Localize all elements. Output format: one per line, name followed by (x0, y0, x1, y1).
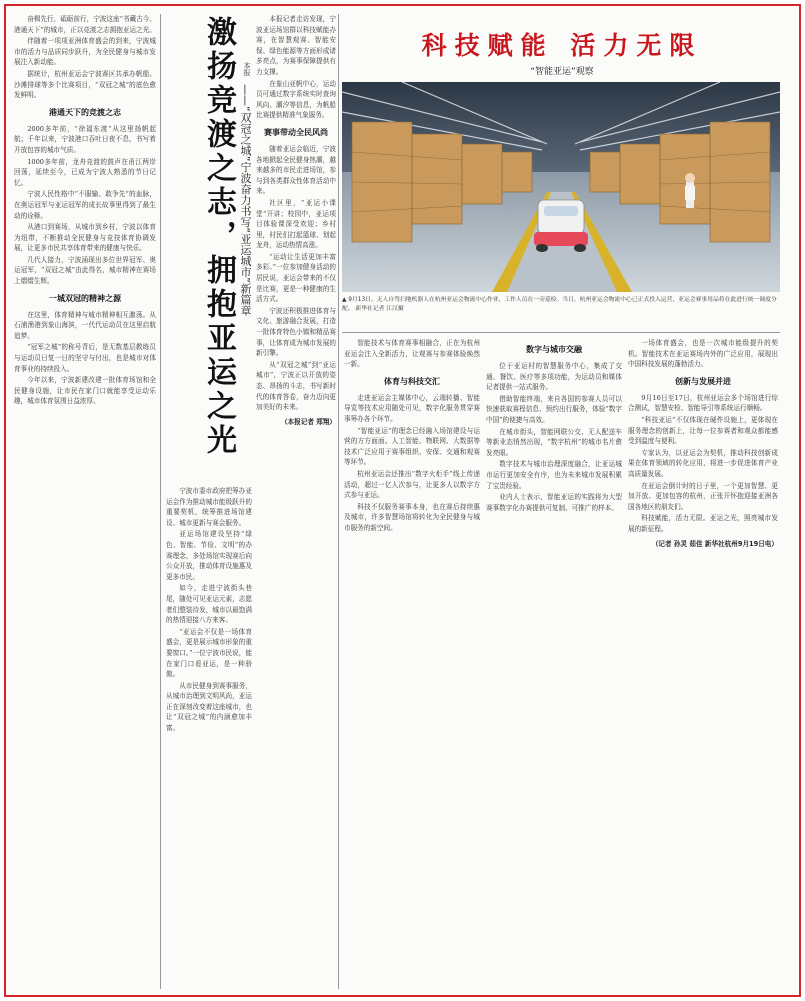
intro-paragraph: 伴随着一项项亚洲体育盛会的到来，宁波城市的活力与品质同步跃升，为全民健身与城市发展注入新动能。 (14, 37, 156, 67)
byline: （记者 孙灵 茹佳 新华社杭州9月19日电） (651, 539, 778, 548)
body-paragraph: “亚运会不仅是一场体育盛会，更是展示城市形象的重要窗口。”一位宁波市民说，能在家门口看亚运，是一种骄傲。 (166, 627, 252, 679)
body-paragraph: 科技不仅服务赛事本身，也在赛后持续惠及城市，许多智慧场馆将转化为全民健身与城市服务的新空间。 (344, 502, 480, 532)
newspaper-page (4, 4, 801, 997)
article-column-7 (628, 338, 778, 985)
body-paragraph: 专家认为，以亚运会为契机，推动科技创新成果在体育领域的转化应用，将进一步促进体育产业高质量发展。 (628, 448, 778, 478)
body-paragraph: 业内人士表示，智能亚运的实践将为大型赛事数字化办赛提供可复制、可推广的样本。 (486, 493, 622, 512)
section-heading: 港通天下的竞渡之志 (49, 107, 121, 117)
body-paragraph: 宁波人民性格中“不服输、敢争先”的血脉，在奥运冠军与亚运冠军的成长故事里得到了最生动的诠释。 (14, 190, 156, 220)
body-paragraph: 从市民健身到赛事服务，从城市治理到文明风尚，亚运正在深刻改变着这座城市，也让“双冠之城”的内涵愈加丰富。 (166, 681, 252, 733)
body-paragraph: 从港口到赛场，从城市到乡村，宁波以体育为纽带，不断推动全民健身与竞技体育协调发展，让更多市民共享体育带来的健康与快乐。 (14, 223, 156, 253)
body-paragraph: 借助智能终端，来自各国的参赛人员可以快速获取赛程信息、预约出行服务，体验“数字中国”的便捷与高效。 (486, 394, 622, 424)
column-divider (160, 14, 161, 989)
body-paragraph: “科技亚运”不仅体现在硬件设施上，更体现在服务理念的创新上，让每一位参赛者和观众都能感受到温度与便利。 (628, 415, 778, 446)
article-column-6 (486, 338, 622, 985)
section-banner-subtitle: “智能亚运”观察 (530, 67, 594, 77)
body-paragraph: 在象山亚帆中心，运动员可通过数字系统实时查询风向、潮汐等信息，为帆船比赛提供精准气象服务。 (256, 79, 336, 120)
section-heading: 赛事带动全民风尚 (264, 127, 328, 137)
warehouse-robot-image (342, 82, 780, 292)
article-column-5 (344, 338, 480, 985)
intro-paragraph: 据统计，杭州亚运会宁波赛区共承办帆船、沙滩排球等多个比赛项目，“双冠之城”的底色愈发鲜明。 (14, 69, 156, 100)
section-heading: 体育与科技交汇 (384, 376, 440, 386)
column-divider (338, 14, 339, 989)
photo-divider (342, 332, 780, 333)
body-paragraph: 社区里，“亚运小课堂”开讲；校园中，亚运项目体验课深受欢迎；乡村里，村民们打起篮球、划起龙舟，运动热情高涨。 (256, 198, 336, 250)
body-paragraph: 本报记者走访发现，宁波亚运场馆群以科技赋能办赛，在智慧观赛、智能安保、绿色能源等方面形成诸多亮点，为赛事保障提供有力支撑。 (256, 15, 336, 76)
body-paragraph: 杭州亚运会还推出“数字火炬手”线上传递活动，超过一亿人次参与，让更多人以数字方式参与亚运。 (344, 469, 480, 500)
body-paragraph: 今年以来，宁波新建改建一批体育场馆和全民健身设施，让市民在家门口就能享受运动乐趣，城市体育氛围日益浓厚。 (14, 376, 156, 406)
body-paragraph: 9月16日至17日，杭州亚运会多个场馆进行综合测试，智慧安检、智能导引等系统运行顺畅。 (628, 393, 778, 413)
body-paragraph: 2000多年前，“徐福东渡”从这里扬帆起航；千年以来，宁波港口吞吐日夜不息，书写着开放包容的城市气质。 (14, 124, 156, 154)
body-paragraph: 宁波还积极推进体育与文化、旅游融合发展，打造一批体育特色小镇和精品赛事，让体育成为城市发展的新引擎。 (256, 306, 336, 358)
section-heading: 数字与城市交融 (526, 345, 582, 354)
section-banner-title: 科技赋能 活力无限 (421, 31, 703, 60)
warehouse-photo (342, 82, 780, 292)
intro-paragraph: 奋楫先行，砥砺前行，宁波这座“书藏古今、港通天下”的城市，正以竞渡之志拥抱亚运之光。 (14, 15, 156, 34)
body-paragraph: 智能技术与体育赛事相融合，正在为杭州亚运会注入全新活力，让观赛与参赛体验焕然一新。 (344, 339, 480, 369)
body-paragraph: 1000多年前，龙舟竞渡的鼓声在甬江两岸回荡，延续至今，已成为宁波人熟悉的节日记忆。 (14, 157, 156, 187)
body-paragraph: 随着亚运会临近，宁波各地掀起全民健身热潮，越来越多的市民走进场馆，参与到各类群众性体育活动中来。 (256, 144, 336, 196)
body-paragraph: 一场体育盛会，也是一次城市能级提升的契机。智能技术在亚运赛场内外的广泛应用，展现出中国科技发展的蓬勃活力。 (628, 339, 778, 369)
body-paragraph: “运动让生活更加丰富多彩。”一位参加健身活动的居民说，亚运会带来的不仅是比赛，更是一种健康的生活方式。 (256, 252, 336, 304)
body-paragraph: 几代人接力，宁波涌现出多位世界冠军、奥运冠军，“双冠之城”由此得名，城市精神在赛场上熠熠生辉。 (14, 255, 156, 286)
byline: （本报记者 郑翔） (280, 417, 336, 426)
photo-caption: ▲ 9月13日，无人自驾扫地机器人在杭州亚运会物流中心作业，工作人员在一旁巡检。当日，杭州亚运会物流中心已正式投入运营，亚运会赛事用品将在此进行统一调度分配。 新华社记者 江汉摄 (342, 297, 777, 312)
body-paragraph: 从“双冠之城”到“亚运城市”，宁波正以开放的姿态、昂扬的斗志，书写新时代的体育答卷，奋力迈向更加美好的未来。 (256, 360, 336, 412)
section-heading: 一城双冠的精神之源 (49, 293, 121, 303)
article-column-1 (14, 14, 156, 985)
body-paragraph: 位于亚运村的智慧服务中心，集成了交通、餐饮、医疗等多项功能，为运动员和媒体记者提供一站式服务。 (486, 362, 622, 392)
article-column-3 (166, 486, 252, 985)
body-paragraph: 在城市街头，智能网联公交、无人配送车等新业态悄然出现，“数字杭州”的城市名片愈发亮眼。 (486, 427, 622, 457)
headline: 激扬竞渡之志，拥抱亚运之光 (201, 16, 236, 458)
section-heading: 创新与发展并进 (675, 376, 731, 386)
body-paragraph: 亚运场馆建设坚持“绿色、智能、节俭、文明”的办赛理念，多处场馆实现赛后向公众开放，推动体育设施惠及更多市民。 (166, 530, 252, 581)
body-paragraph: “冠军之城”的称号背后，是无数基层教练员与运动员日复一日的坚守与付出，也是城市对体育事业的持续投入。 (14, 343, 156, 373)
body-paragraph: 宁波市委市政府把筹办亚运会作为推动城市能级跃升的重要契机，统筹推进场馆建设、城市更新与赛会服务。 (166, 487, 252, 527)
body-paragraph: “智能亚运”的理念已经融入场馆建设与运营的方方面面。人工智能、物联网、大数据等技术广泛应用于赛事组织、安保、交通和观赛等环节。 (344, 426, 480, 467)
article-column-4 (256, 14, 336, 985)
body-paragraph: 科技赋能，活力无限。亚运之光，照亮城市发展的新征程。 (628, 514, 778, 533)
dateline: 本报 (243, 62, 251, 76)
body-paragraph: 走进亚运会主媒体中心，云端转播、智能导览等技术应用随处可见，数字化服务贯穿赛事筹办各个环节。 (344, 393, 480, 423)
body-paragraph: 数字技术与城市治理深度融合，让亚运城市运行更加安全有序，也为未来城市发展积累了宝贵经验。 (486, 460, 622, 490)
body-paragraph: 在这里，体育精神与城市精神相互激荡。从石浦渔港到象山海滨，一代代运动员在这里启航追梦。 (14, 310, 156, 340)
body-paragraph: 在亚运会倒计时的日子里，一个更加智慧、更加开放、更加包容的杭州，正张开怀抱迎接亚洲各国各地区的朋友们。 (628, 481, 778, 511)
body-paragraph: 如今，走进宁波街头巷尾，随处可见亚运元素，志愿者们整装待发，城市以最饱满的热情迎接八方来客。 (166, 584, 252, 625)
subheadline: ——“双冠之城”宁波奋力书写“亚运城市”新篇章 (239, 84, 252, 316)
